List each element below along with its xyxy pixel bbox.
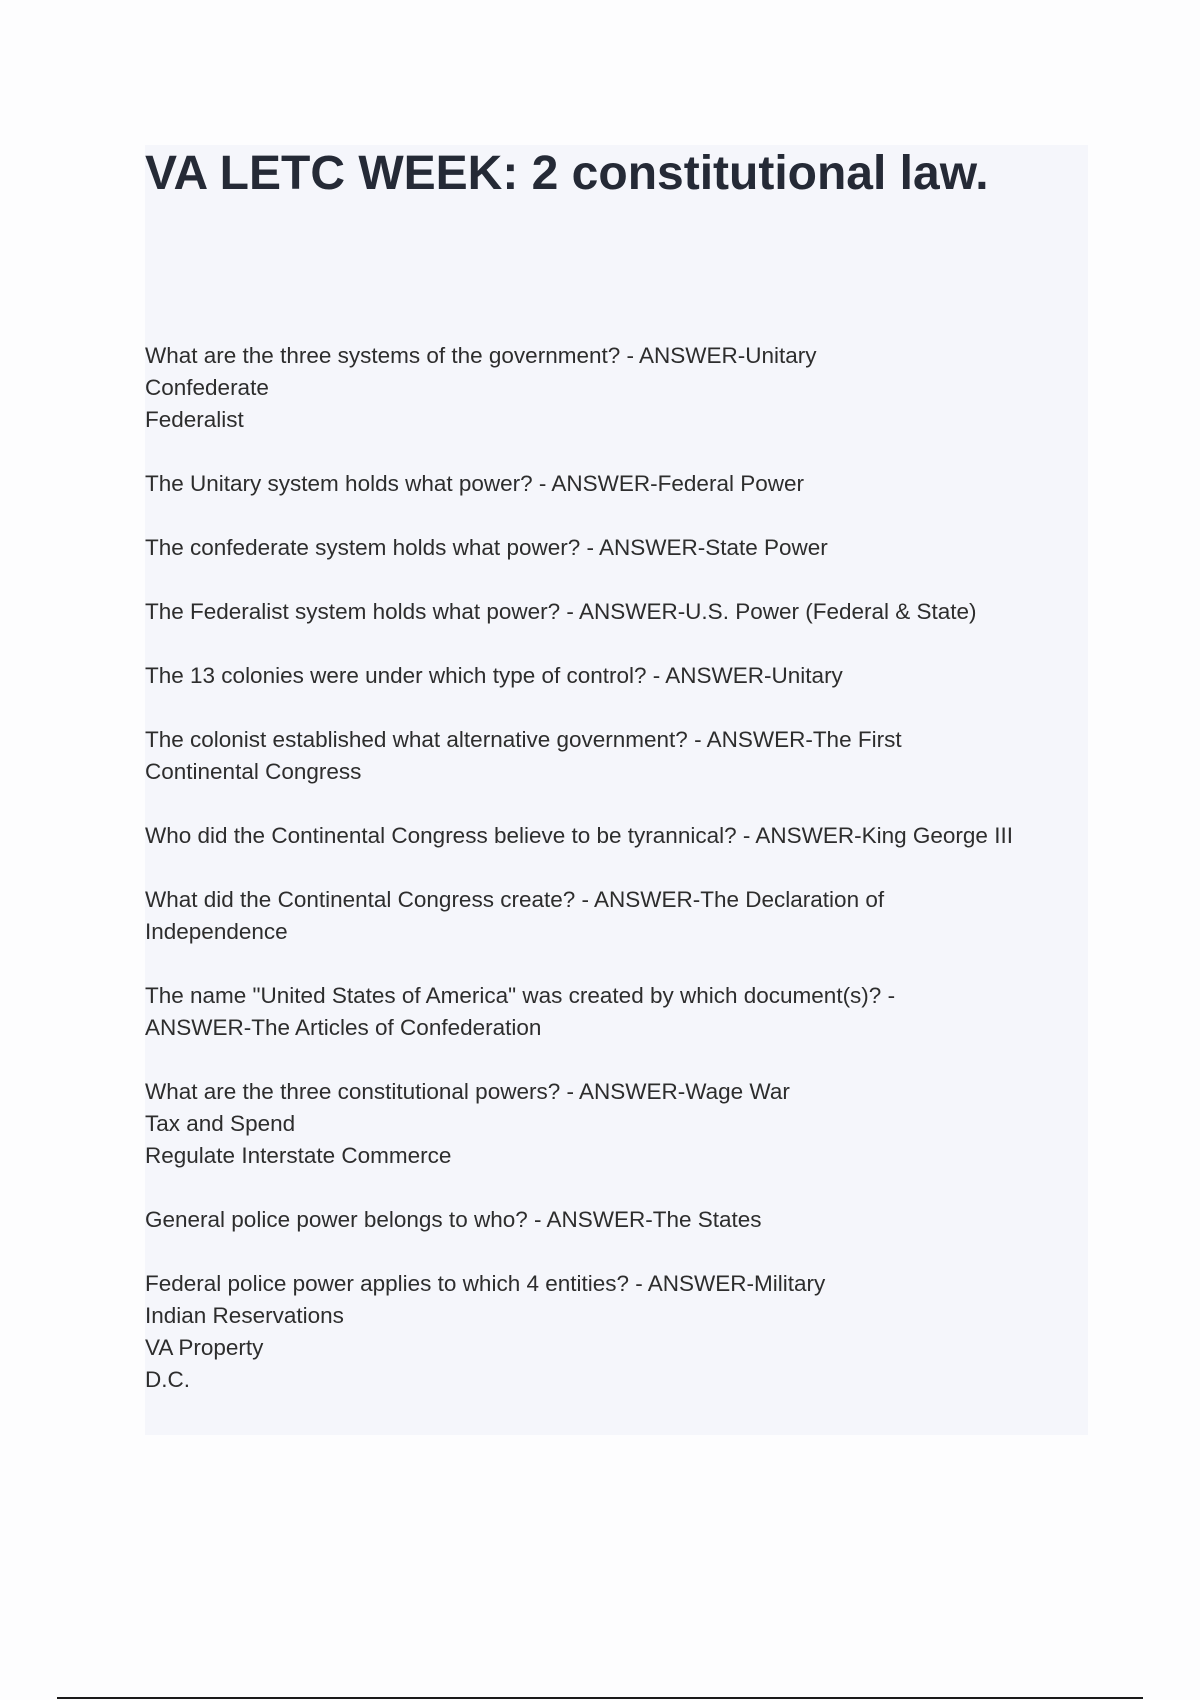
qa-line: General police power belongs to who? - ANSWER-The States bbox=[145, 1207, 762, 1232]
qa-item bbox=[145, 1076, 1085, 1172]
qa-line: The 13 colonies were under which type of control? - ANSWER-Unitary bbox=[145, 663, 843, 688]
qa-item bbox=[145, 820, 1085, 852]
qa-item bbox=[145, 340, 1085, 436]
qa-list bbox=[145, 340, 1085, 1428]
qa-line: The colonist established what alternative government? - ANSWER-The First bbox=[145, 727, 902, 752]
qa-item bbox=[145, 468, 1085, 500]
qa-line: Federalist bbox=[145, 407, 244, 432]
qa-item bbox=[145, 596, 1085, 628]
qa-line: Regulate Interstate Commerce bbox=[145, 1143, 452, 1168]
document-title: VA LETC WEEK: 2 constitutional law. bbox=[145, 147, 989, 200]
qa-line: What are the three systems of the government? - ANSWER-Unitary bbox=[145, 343, 817, 368]
qa-line: The name "United States of America" was created by which document(s)? - bbox=[145, 983, 896, 1008]
qa-line: The confederate system holds what power? - ANSWER-State Power bbox=[145, 535, 828, 560]
qa-item bbox=[145, 532, 1085, 564]
qa-line: What are the three constitutional powers? - ANSWER-Wage War bbox=[145, 1079, 790, 1104]
qa-item bbox=[145, 884, 1085, 948]
bottom-rule bbox=[57, 1697, 1143, 1699]
qa-line: Federal police power applies to which 4 entities? - ANSWER-Military bbox=[145, 1271, 826, 1296]
qa-line: Continental Congress bbox=[145, 759, 362, 784]
qa-item bbox=[145, 660, 1085, 692]
qa-line: Indian Reservations bbox=[145, 1303, 344, 1328]
qa-line: Tax and Spend bbox=[145, 1111, 296, 1136]
qa-item bbox=[145, 724, 1085, 788]
qa-item bbox=[145, 980, 1085, 1044]
qa-line: Confederate bbox=[145, 375, 269, 400]
qa-line: What did the Continental Congress create? - ANSWER-The Declaration of bbox=[145, 887, 885, 912]
qa-item bbox=[145, 1204, 1085, 1236]
qa-line: Who did the Continental Congress believe to be tyrannical? - ANSWER-King George III bbox=[145, 823, 1013, 848]
qa-line: The Unitary system holds what power? - ANSWER-Federal Power bbox=[145, 471, 804, 496]
qa-item bbox=[145, 1268, 1085, 1396]
qa-line: Independence bbox=[145, 919, 288, 944]
qa-line: The Federalist system holds what power? - ANSWER-U.S. Power (Federal & State) bbox=[145, 599, 977, 624]
qa-line: VA Property bbox=[145, 1335, 264, 1360]
qa-line: ANSWER-The Articles of Confederation bbox=[145, 1015, 542, 1040]
qa-line: D.C. bbox=[145, 1367, 190, 1392]
